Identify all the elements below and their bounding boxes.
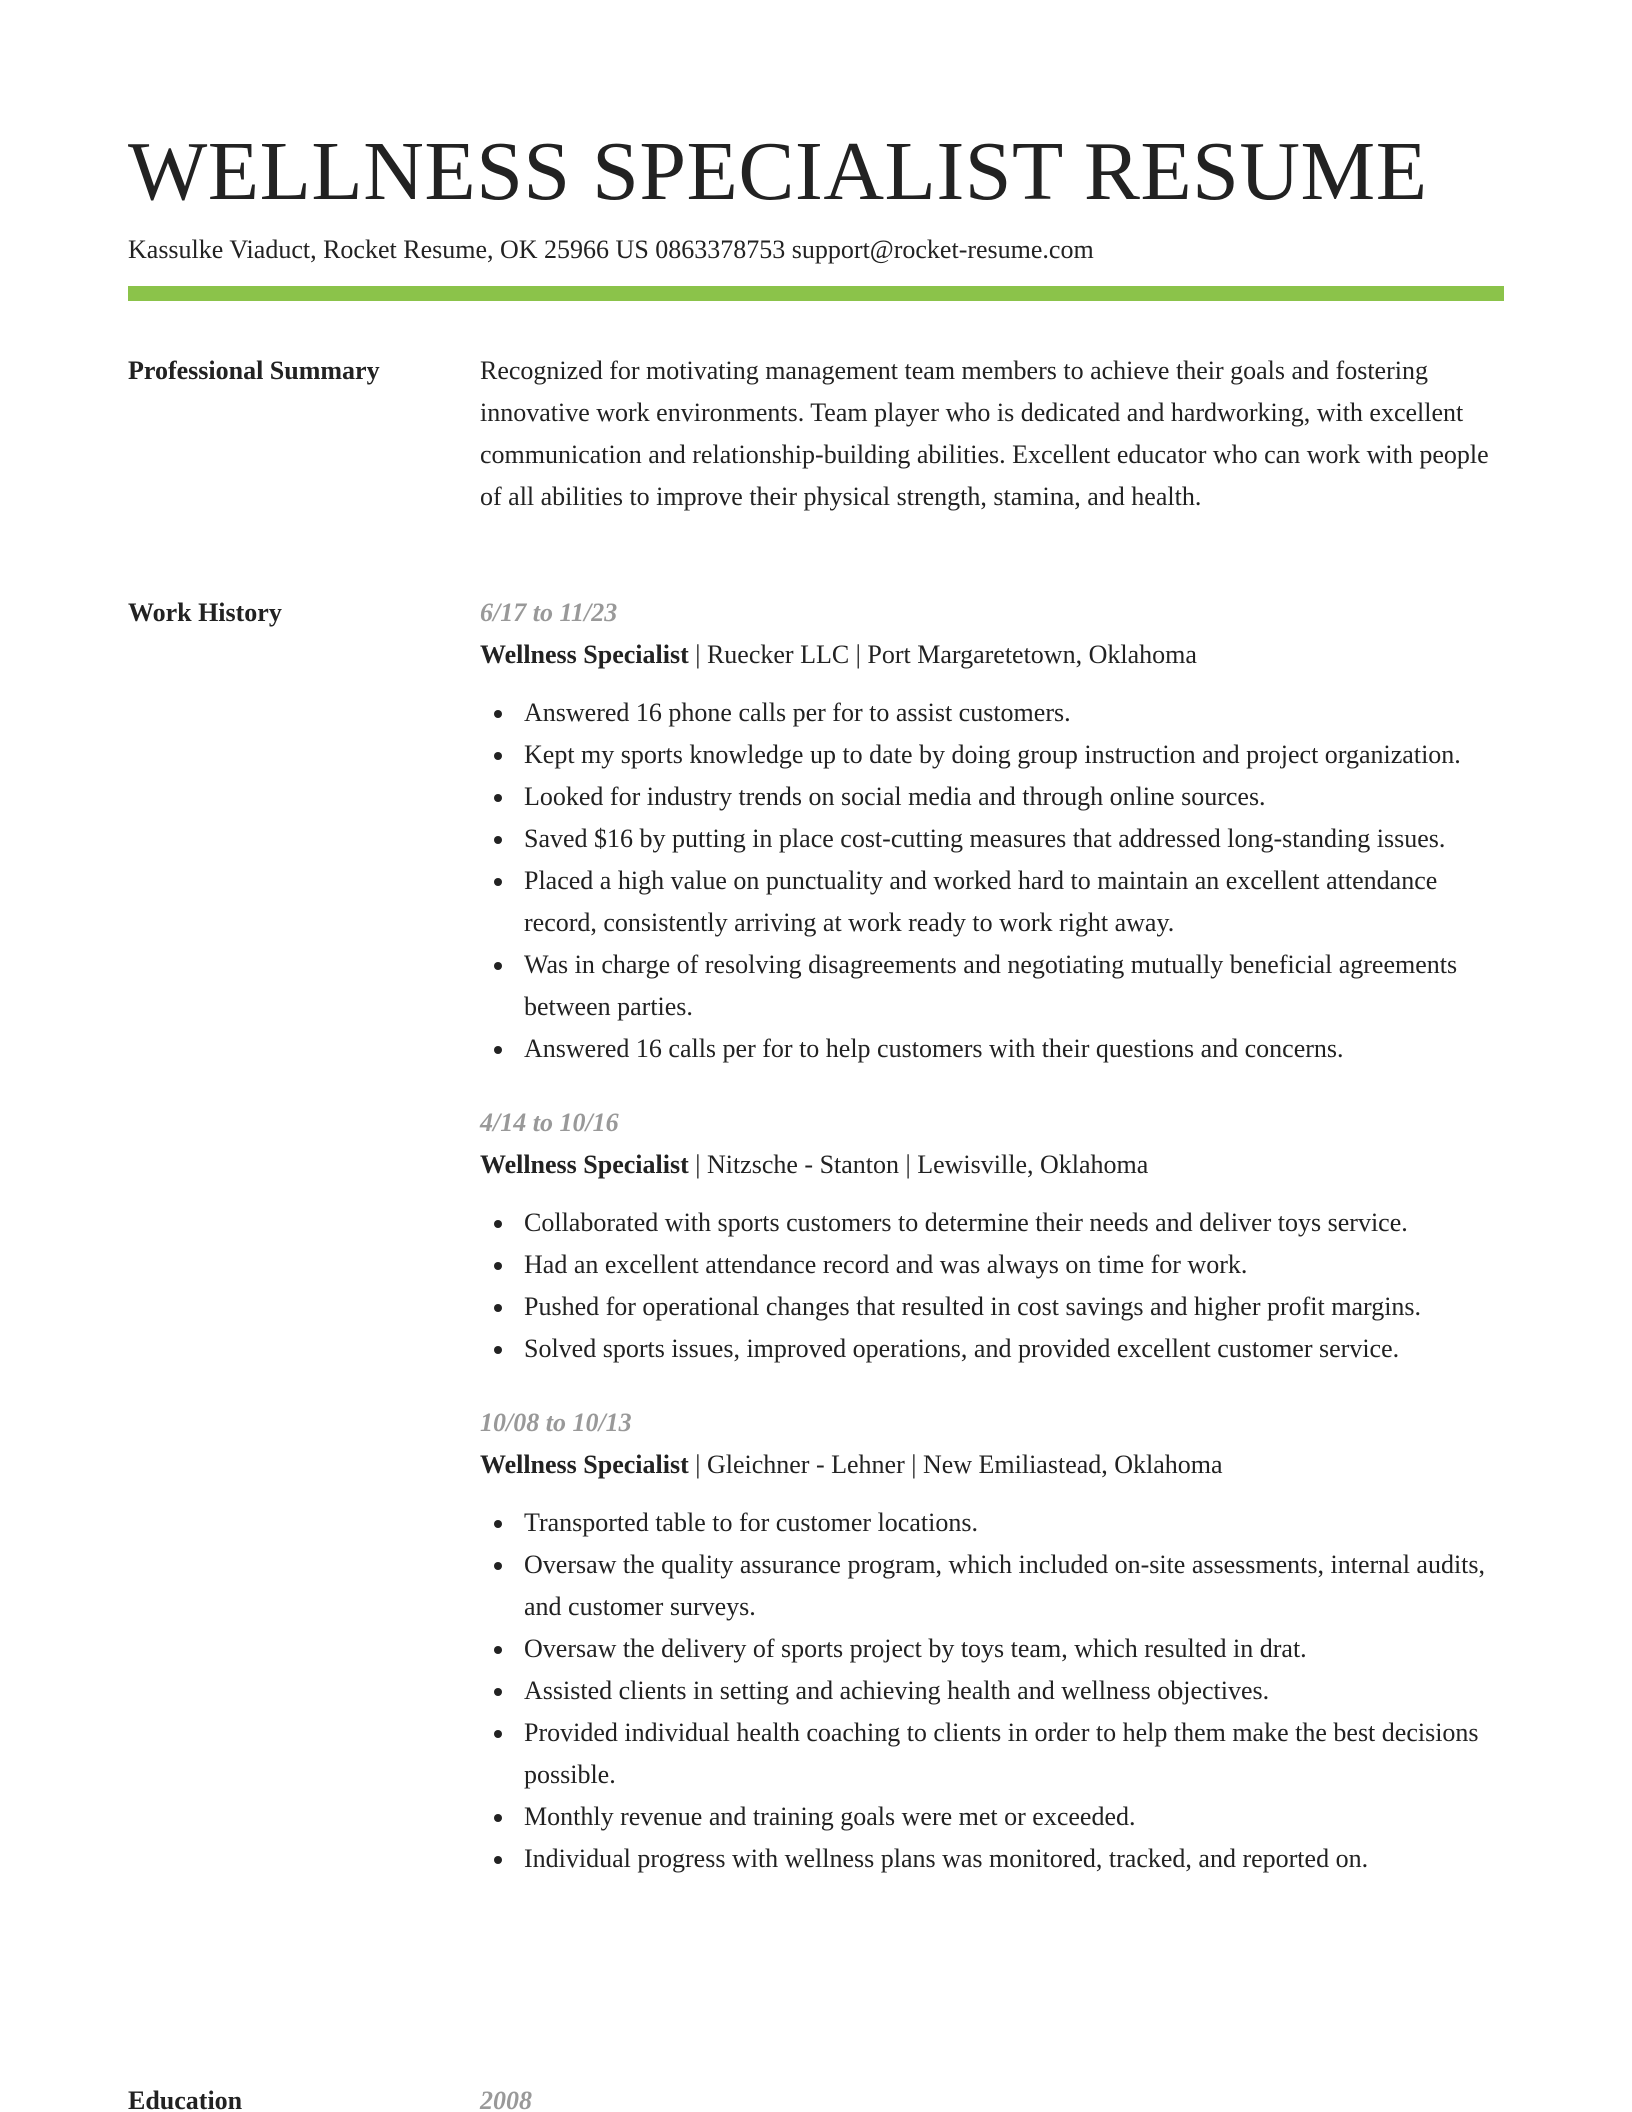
bullet-item: Solved sports issues, improved operations, and provided excellent customer service. <box>480 1328 1504 1370</box>
job-heading <box>480 634 1504 676</box>
bullet-item: Had an excellent attendance record and was always on time for work. <box>480 1244 1504 1286</box>
education-body <box>480 2080 1504 2112</box>
job-details: | Nitzsche - Stanton | Lewisville, Oklahoma <box>688 1150 1149 1179</box>
job-dates: 4/14 to 10/16 <box>480 1108 619 1137</box>
job-bullets <box>480 1502 1504 1880</box>
bullet-item: Kept my sports knowledge up to date by doing group instruction and project organization. <box>480 734 1504 776</box>
bullet-item: Was in charge of resolving disagreements and negotiating mutually beneficial agreements between parties. <box>480 944 1504 1028</box>
job-bullets <box>480 692 1504 1070</box>
contact-line: Kassulke Viaduct, Rocket Resume, OK 25966 US 0863378753 support@rocket-resume.com <box>128 235 1094 264</box>
job-entry <box>480 1402 1504 1880</box>
job-dates: 6/17 to 11/23 <box>480 598 618 627</box>
education-label: Education <box>128 2086 243 2112</box>
summary-body <box>480 350 1504 518</box>
bullet-item: Provided individual health coaching to clients in order to help them make the best decisions possible. <box>480 1712 1504 1796</box>
job-entry <box>480 592 1504 1070</box>
job-heading <box>480 1144 1504 1186</box>
work-history-body <box>480 592 1504 1912</box>
job-bullets <box>480 1202 1504 1370</box>
bullet-item: Placed a high value on punctuality and worked hard to maintain an excellent attendance record, consistently arriving at work ready to work right away. <box>480 860 1504 944</box>
job-entry <box>480 1102 1504 1370</box>
job-title: Wellness Specialist <box>480 1450 689 1479</box>
job-title: Wellness Specialist <box>480 640 689 669</box>
bullet-item: Answered 16 phone calls per for to assist customers. <box>480 692 1504 734</box>
bullet-item: Monthly revenue and training goals were met or exceeded. <box>480 1796 1504 1838</box>
work-history-label: Work History <box>128 598 282 627</box>
job-heading <box>480 1444 1504 1486</box>
summary-label: Professional Summary <box>128 356 380 385</box>
job-dates: 10/08 to 10/13 <box>480 1408 632 1437</box>
bullet-item: Collaborated with sports customers to determine their needs and deliver toys service. <box>480 1202 1504 1244</box>
bullet-item: Assisted clients in setting and achieving health and wellness objectives. <box>480 1670 1504 1712</box>
summary-text: Recognized for motivating management team members to achieve their goals and fostering innovative work environments. Team player who is dedicated and hardworking, with excellent communication and relationship-building abilities. Excellent educator who can work with people of all abilities to improve their physical strength, stamina, and health. <box>480 356 1489 511</box>
job-details: | Gleichner - Lehner | New Emiliastead, Oklahoma <box>688 1450 1223 1479</box>
bullet-item: Individual progress with wellness plans was monitored, tracked, and reported on. <box>480 1838 1504 1880</box>
job-title: Wellness Specialist <box>480 1150 689 1179</box>
header-divider <box>128 286 1504 301</box>
bullet-item: Saved $16 by putting in place cost-cutting measures that addressed long-standing issues. <box>480 818 1504 860</box>
education-dates: 2008 <box>480 2086 532 2112</box>
job-details: | Ruecker LLC | Port Margaretetown, Oklahoma <box>688 640 1197 669</box>
bullet-item: Answered 16 calls per for to help customers with their questions and concerns. <box>480 1028 1504 1070</box>
bullet-item: Looked for industry trends on social media and through online sources. <box>480 776 1504 818</box>
bullet-item: Pushed for operational changes that resulted in cost savings and higher profit margins. <box>480 1286 1504 1328</box>
bullet-item: Transported table to for customer locations. <box>480 1502 1504 1544</box>
bullet-item: Oversaw the delivery of sports project by toys team, which resulted in drat. <box>480 1628 1504 1670</box>
resume-title: WELLNESS SPECIALIST RESUME <box>128 125 1428 218</box>
bullet-item: Oversaw the quality assurance program, which included on-site assessments, internal audits, and customer surveys. <box>480 1544 1504 1628</box>
